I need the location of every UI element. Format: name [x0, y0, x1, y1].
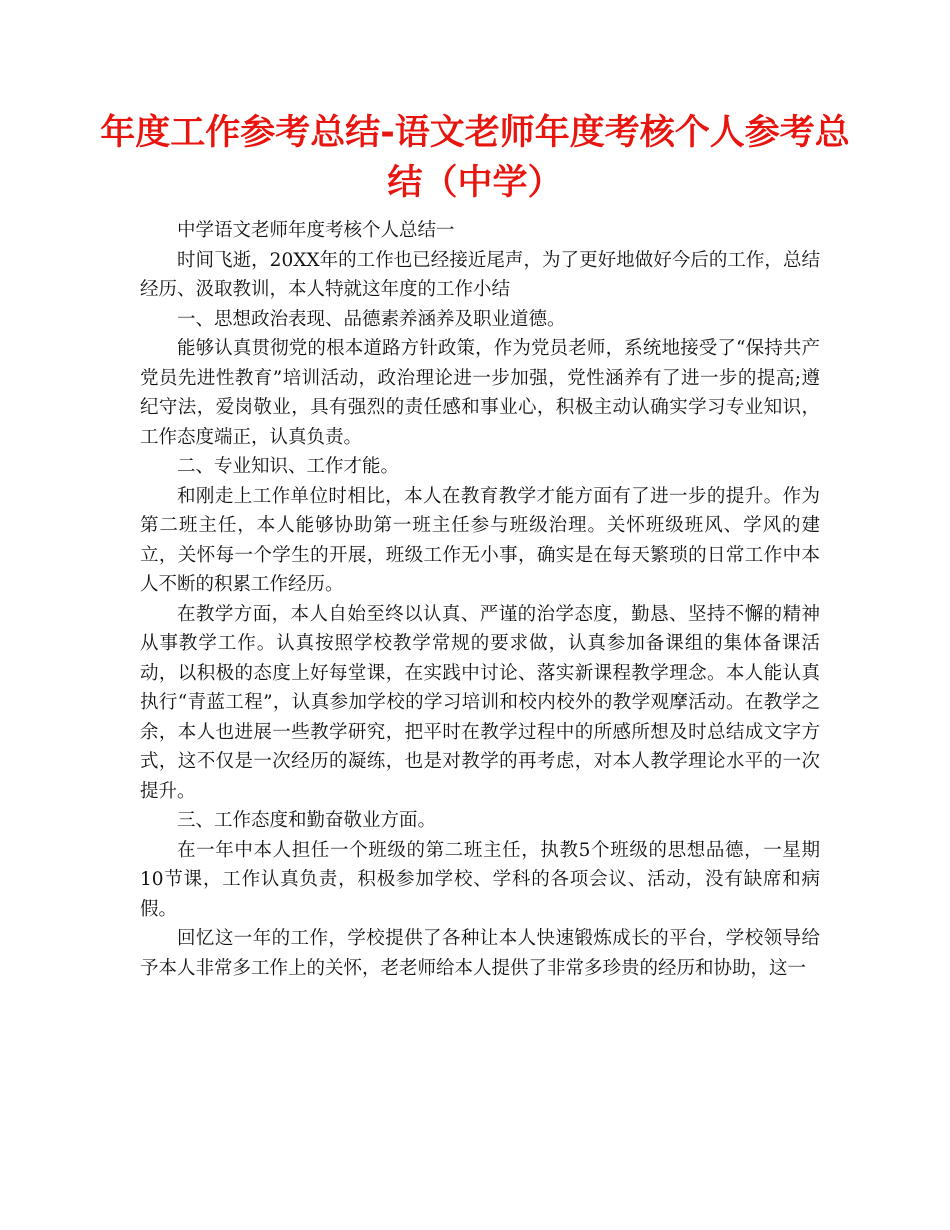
- paragraph-review: 回忆这一年的工作，学校提供了各种让本人快速锻炼成长的平台，学校领导给予本人非常多工作上的关怀，老老师给本人提供了非常多珍贵的经历和协助，这一: [140, 928, 820, 979]
- paragraph-section-3: 在一年中本人担任一个班级的第二班主任，执教5个班级的思想品德，一星期10节课，工作认真负责，积极参加学校、学科的各项会议、活动，没有缺席和病假。: [140, 839, 820, 920]
- document-title: 年度工作参考总结-语文老师年度考核个人参考总结（中学）: [100, 113, 850, 203]
- section-heading-1: 一、思想政治表现、品德素养涵养及职业道德。: [177, 308, 566, 330]
- section-heading-2: 二、专业知识、工作才能。: [177, 456, 400, 477]
- paragraph-section-1: 能够认真贯彻党的根本道路方针政策，作为党员老师，系统地接受了“保持共产党员先进性教育”培训活动，政治理论进一步加强，党性涵养有了进一步的提高;遵纪守法，爱岗敬业，具有强烈的责任感和事业心，积极主动认确实学习专业知识，工作态度端正，认真负责。: [140, 338, 820, 448]
- paragraph-subtitle: 中学语文老师年度考核个人总结一: [177, 220, 455, 241]
- paragraph-section-2b: 在教学方面，本人自始至终以认真、严谨的治学态度，勤恳、坚持不懈的精神从事教学工作。认真按照学校教学常规的要求做，认真参加备课组的集体备课活动，以积极的态度上好每堂课，在实践中讨论、落实新课程教学理念。本人能认真执行“青蓝工程”，认真参加学校的学习培训和校内校外的教学观摩活动。在教学之余，本人也进展一些教学研究，把平时在教学过程中的所感所想及时总结成文字方式，这不仅是一次经历的凝练，也是对教学的再考虑，对本人教学理论水平的一次提升。: [140, 603, 820, 802]
- document-body: [140, 216, 820, 983]
- paragraph-intro: 时间飞逝，20XX年的工作也已经接近尾声，为了更好地做好今后的工作，总结经历、汲取教训，本人特就这年度的工作小结: [140, 249, 820, 300]
- paragraph-section-2a: 和刚走上工作单位时相比，本人在教育教学才能方面有了进一步的提升。作为第二班主任，本人能够协助第一班主任参与班级治理。关怀班级班风、学风的建立，关怀每一个学生的开展，班级工作无小事，确实是在每天繁琐的日常工作中本人不断的积累工作经历。: [140, 485, 820, 595]
- section-heading-3: 三、工作态度和勤奋敬业方面。: [177, 810, 437, 831]
